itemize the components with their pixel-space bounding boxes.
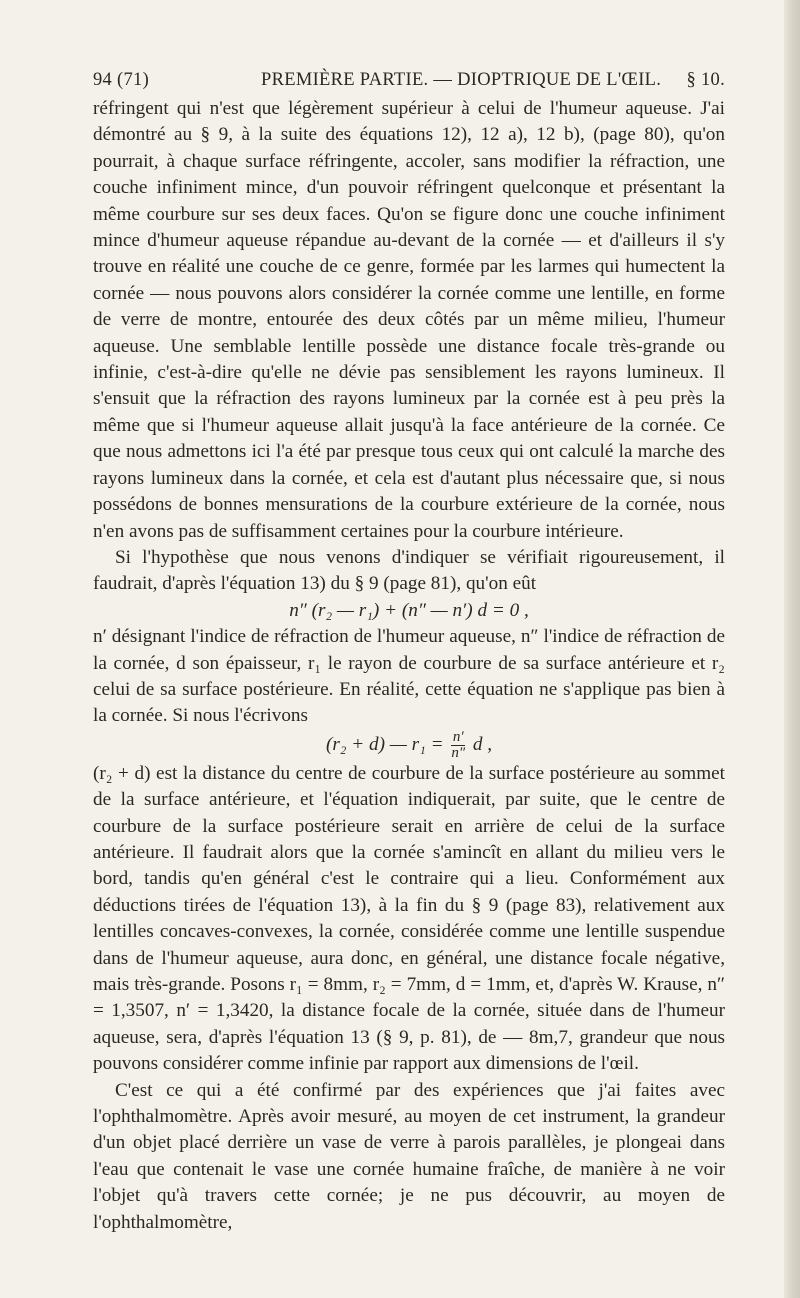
equation-13: n″ (r₂ — r₁) + (n″ — n′) d = 0 , (289, 599, 529, 621)
fraction-denominator: n″ (451, 744, 466, 761)
equation-fraction (451, 730, 465, 761)
paragraph-5: C'est ce qui a été confirmé par des expériences que j'ai faites avec l'ophthalmomètre. Après avoir mesuré, au moyen de cet instrument, la grandeur d'un objet placé derrière un vase de verre à parois parallèles, je plongeai dans l'eau que contenait le vase une cornée humaine fraîche, de manière à ne voir l'objet qu'à travers cette cornée; je ne pus découvrir, au moyen de l'ophthalmomètre, (93, 1079, 725, 1233)
page-number: 94 (71) (93, 70, 150, 90)
running-header (93, 70, 725, 92)
equation-right-side: d , (472, 733, 493, 755)
paragraph-3: n′ désignant l'indice de réfraction de l'humeur aqueuse, n″ l'indice de réfraction de la cornée, d son épaisseur, r₁ le rayon de courbure de sa surface antérieure et r₂ celui de sa surface postérieure. En réalité, cette équation ne s'applique pas bien à la cornée. Si nous l'écrivons (93, 626, 725, 727)
running-title: PREMIÈRE PARTIE. — DIOPTRIQUE DE L'ŒIL. (261, 70, 662, 90)
page-edge-shadow (784, 0, 800, 1298)
equation-left-side: (r₂ + d) — r₁ = (325, 733, 444, 755)
body-text (93, 96, 725, 1236)
fraction-numerator: n′ (452, 728, 464, 745)
equation-rewritten (93, 730, 725, 761)
paragraph-1: réfringent qui n'est que légèrement supérieur à celui de l'humeur aqueuse. J'ai démontré au § 9, à la suite des équations 12), 12 a), 12 b), (page 80), qu'on pourrait, à chaque surface réfringente, accoler, sans modifier la réfraction, une couche infiniment mince, d'un pouvoir réfringent quelconque et présentant la même courbure sur ses deux faces. Qu'on se figure donc une couche infiniment mince d'humeur aqueuse répandue au-devant de la cornée — et d'ailleurs il s'y trouve en réalité une couche de ce genre, formée par les larmes qui humectent la cornée — nous pouvons alors considérer la cornée comme une lentille, en forme de verre de montre, entourée des deux côtés par un même milieu, l'humeur aqueuse. Une semblable lentille possède une distance focale très-grande ou infinie, c'est-à-dire qu'elle ne dévie pas sensiblement les rayons lumineux. Il s'ensuit que la réfraction des rayons lumineux par la cornée est à peu près la même que si l'humeur aqueuse allait jusqu'à la face antérieure de la cornée. Ce que nous admettons ici l'a été par presque tous ceux qui ont calculé la marche des rayons lumineux dans la cornée, et cela est d'autant plus nécessaire que, si nous possédons de bonnes mensurations de la courbure extérieure de la cornée, nous n'en avons pas de suffisamment certaines pour la courbure intérieure. (93, 98, 725, 542)
paragraph-2: Si l'hypothèse que nous venons d'indiquer se vérifiait rigoureusement, il faudrait, d'après l'équation 13) du § 9 (page 81), qu'on eût (93, 546, 725, 595)
paragraph-4: (r₂ + d) est la distance du centre de courbure de la surface postérieure au sommet de la surface antérieure, et l'équation indiquerait, par suite, que le centre de courbure de la surface postérieure serait en arrière de celui de la surface antérieure. Il faudrait alors que la cornée s'amincît en allant du milieu vers le bord, tandis qu'en général c'est le contraire qui a lieu. Conformément aux déductions tirées de l'équation 13), à la fin du § 9 (page 83), relativement aux lentilles concaves-convexes, la cornée, considérée comme une lentille suspendue dans de l'humeur aqueuse, aura donc, en général, une distance focale négative, mais très-grande. Posons r₁ = 8mm, r₂ = 7mm, d = 1mm, et, d'après W. Krause, n″ = 1,3507, n′ = 1,3420, la distance focale de la cornée, située dans de l'humeur aqueuse, sera, d'après l'équation 13 (§ 9, p. 81), de — 8m,7, grandeur que nous pouvons considérer comme infinie par rapport aux dimensions de l'œil. (93, 762, 725, 1075)
section-number: § 10. (686, 70, 725, 90)
